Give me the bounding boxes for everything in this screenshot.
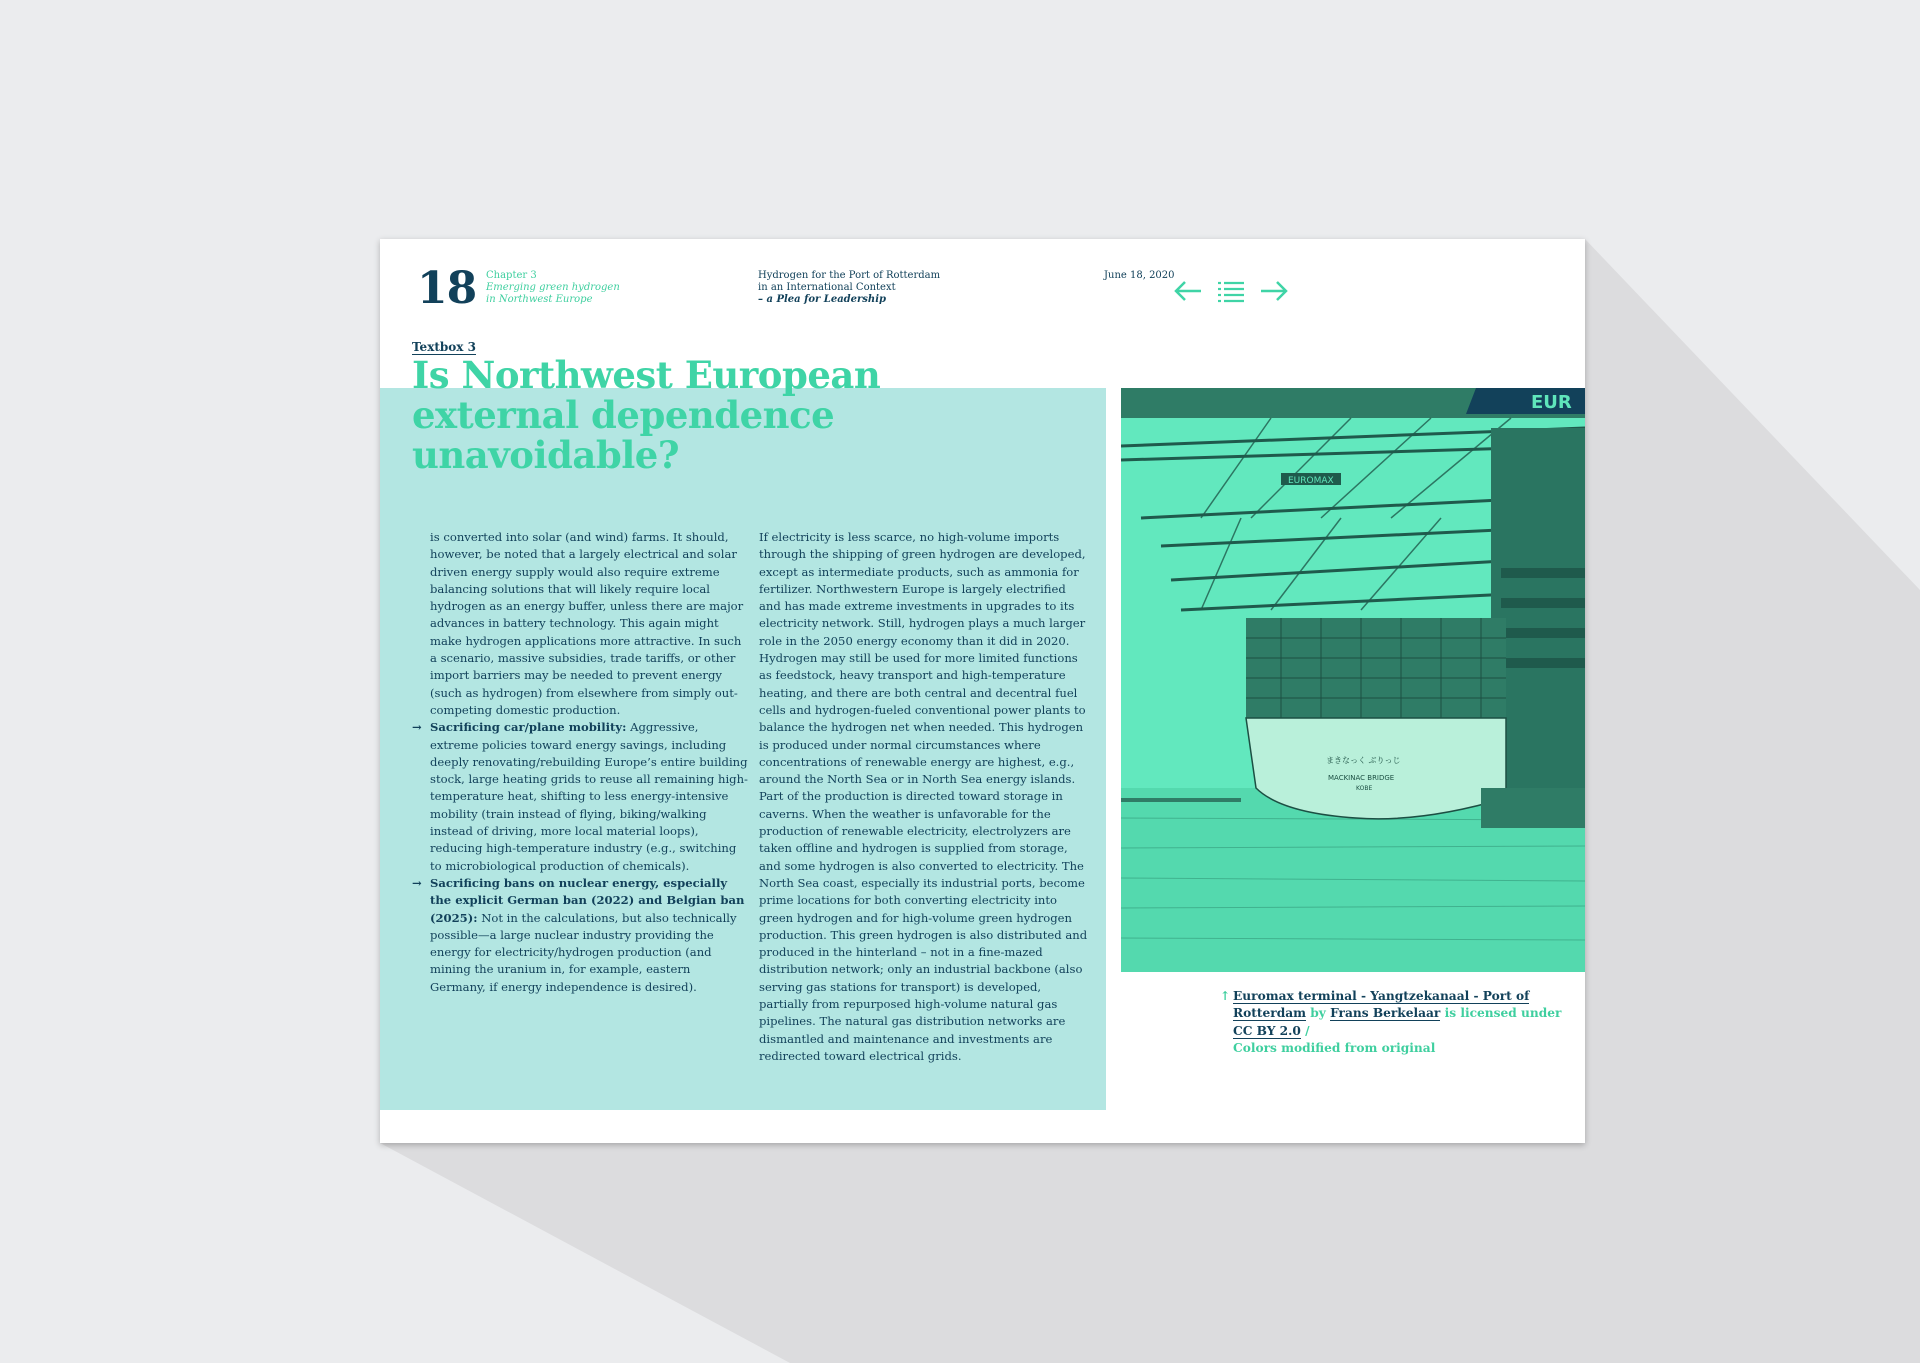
arrow-up-icon: ↑ xyxy=(1220,989,1231,1003)
publication-date: June 18, 2020 xyxy=(1104,270,1175,281)
chapter-info xyxy=(486,270,620,306)
ship-port: KOBE xyxy=(1356,785,1373,792)
menu-icon xyxy=(1216,279,1246,303)
container-ship-image xyxy=(1121,388,1585,972)
caption-by: by xyxy=(1306,1006,1331,1021)
caption-slash: / xyxy=(1300,1023,1310,1038)
intro-paragraph: is converted into solar (and wind) farms. It should, however, be noted that a largely electrical and solar driven energy supply would also require extreme balancing solutions that will likely require local hydrogen as an energy buffer, unless there are major advances in battery technology. This again might make hydrogen applications more attractive. In such a scenario, massive subsidies, trade tariffs, or other import barriers may be needed to prevent energy (such as hydrogen) from elsewhere from simply out-competing domestic production. xyxy=(430,530,744,717)
textbox-heading: Is Northwest European external dependence unavoidable? xyxy=(412,353,881,477)
body-paragraph: If electricity is less scarce, no high-volume imports through the shipping of green hydrogen are developed, except as intermediate products, such as ammonia for fertilizer. Northwestern Europe is largely electrified and has made extreme investments in upgrades to its electricity network. Still, hydrogen plays a much larger role in the 2050 energy economy than it did in 2020. Hydrogen may still be used for more limited functions as feedstock, heavy transport and high-temperature heating, and there are both central and decentral fuel cells and hydrogen-fueled conventional power plants to balance the hydrogen net when needed. This hydrogen is produced under normal circumstances where concentrations of renewable energy are highest, e.g., around the North Sea or in North Sea energy islands. Part of the production is directed toward storage in caverns. When the weather is unfavorable for the production of renewable electricity, electrolyzers are taken offline and hydrogen is supplied from storage, and some hydrogen is also converted to electricity. The North Sea coast, especially its industrial ports, become prime locations for both converting electricity into green hydrogen and for high-volume green hydrogen production. This green hydrogen is also distributed and produced in the hinterland – not in a fine-mazed distribution network; only an industrial backbone (also serving gas stations for transport) is developed, partially from repurposed high-volume natural gas pipelines. The natural gas distribution networks are dismantled and maintenance and investments are redirected toward electrical grids. xyxy=(759,530,1088,1063)
page-number: 18 xyxy=(417,263,477,314)
crane-label: EUROMAX xyxy=(1288,476,1334,486)
next-page-button[interactable] xyxy=(1259,279,1289,303)
textbox-label: Textbox 3 xyxy=(412,340,476,354)
bullet-title: Sacrificing bans on nuclear energy, especially the explicit German ban (2022) and Belgian ban (2025): xyxy=(430,875,745,925)
text-column-left xyxy=(412,529,748,996)
bullet-title: Sacrificing car/plane mobility: xyxy=(430,720,627,735)
caption-title-link[interactable]: Euromax terminal - Yangtzekanaal - Port of Rotterdam xyxy=(1233,989,1530,1021)
menu-button[interactable] xyxy=(1216,279,1246,303)
port-photo xyxy=(1121,388,1585,972)
bullet-arrow-icon: → xyxy=(412,875,422,890)
ship-name: MACKINAC BRIDGE xyxy=(1328,774,1395,782)
photo-caption xyxy=(1220,988,1563,1057)
publication-title-line1: Hydrogen for the Port of Rotterdam xyxy=(758,270,941,281)
arrow-right-icon xyxy=(1259,279,1289,303)
sign-label: EUR xyxy=(1531,392,1572,413)
publication-title-line2: in an International Context xyxy=(758,282,896,293)
caption-modified-note: Colors modified from original xyxy=(1233,1040,1436,1055)
text-column-right xyxy=(759,529,1091,1065)
document-page xyxy=(380,239,1585,1143)
bullet-item xyxy=(412,719,748,875)
chapter-number: Chapter 3 xyxy=(486,270,537,281)
caption-licensed: is licensed under xyxy=(1440,1006,1562,1021)
license-link[interactable]: CC BY 2.0 xyxy=(1233,1023,1301,1038)
chapter-title-line2: in Northwest Europe xyxy=(486,294,593,305)
arrow-left-icon xyxy=(1173,279,1203,303)
chapter-title-line1: Emerging green hydrogen xyxy=(486,282,620,293)
author-link[interactable]: Frans Berkelaar xyxy=(1330,1006,1441,1021)
publication-title xyxy=(758,270,940,306)
publication-title-line3: – a Plea for Leadership xyxy=(758,294,886,305)
bullet-item xyxy=(412,875,748,996)
bullet-text: Not in the calculations, but also technically possible—a large nuclear industry providing the energy for electricity/hydrogen production (and mining the uranium in, for example, eastern Germany, if energy independence is desired). xyxy=(430,910,737,994)
bullet-arrow-icon: → xyxy=(412,720,422,735)
ship-japanese-name: まきなっく ぶりっじ xyxy=(1326,756,1401,765)
prev-page-button[interactable] xyxy=(1173,279,1203,303)
bullet-text: Aggressive, extreme policies toward energy savings, including deeply renovating/rebuilding Europe’s entire building stock, large heating grids to reuse all remaining high-temperature heat, shifting to less energy-intensive mobility (train instead of flying, biking/walking instead of driving, more local material loops), reducing high-temperature industry (e.g., switching to microbiological production of chemicals). xyxy=(430,720,748,873)
